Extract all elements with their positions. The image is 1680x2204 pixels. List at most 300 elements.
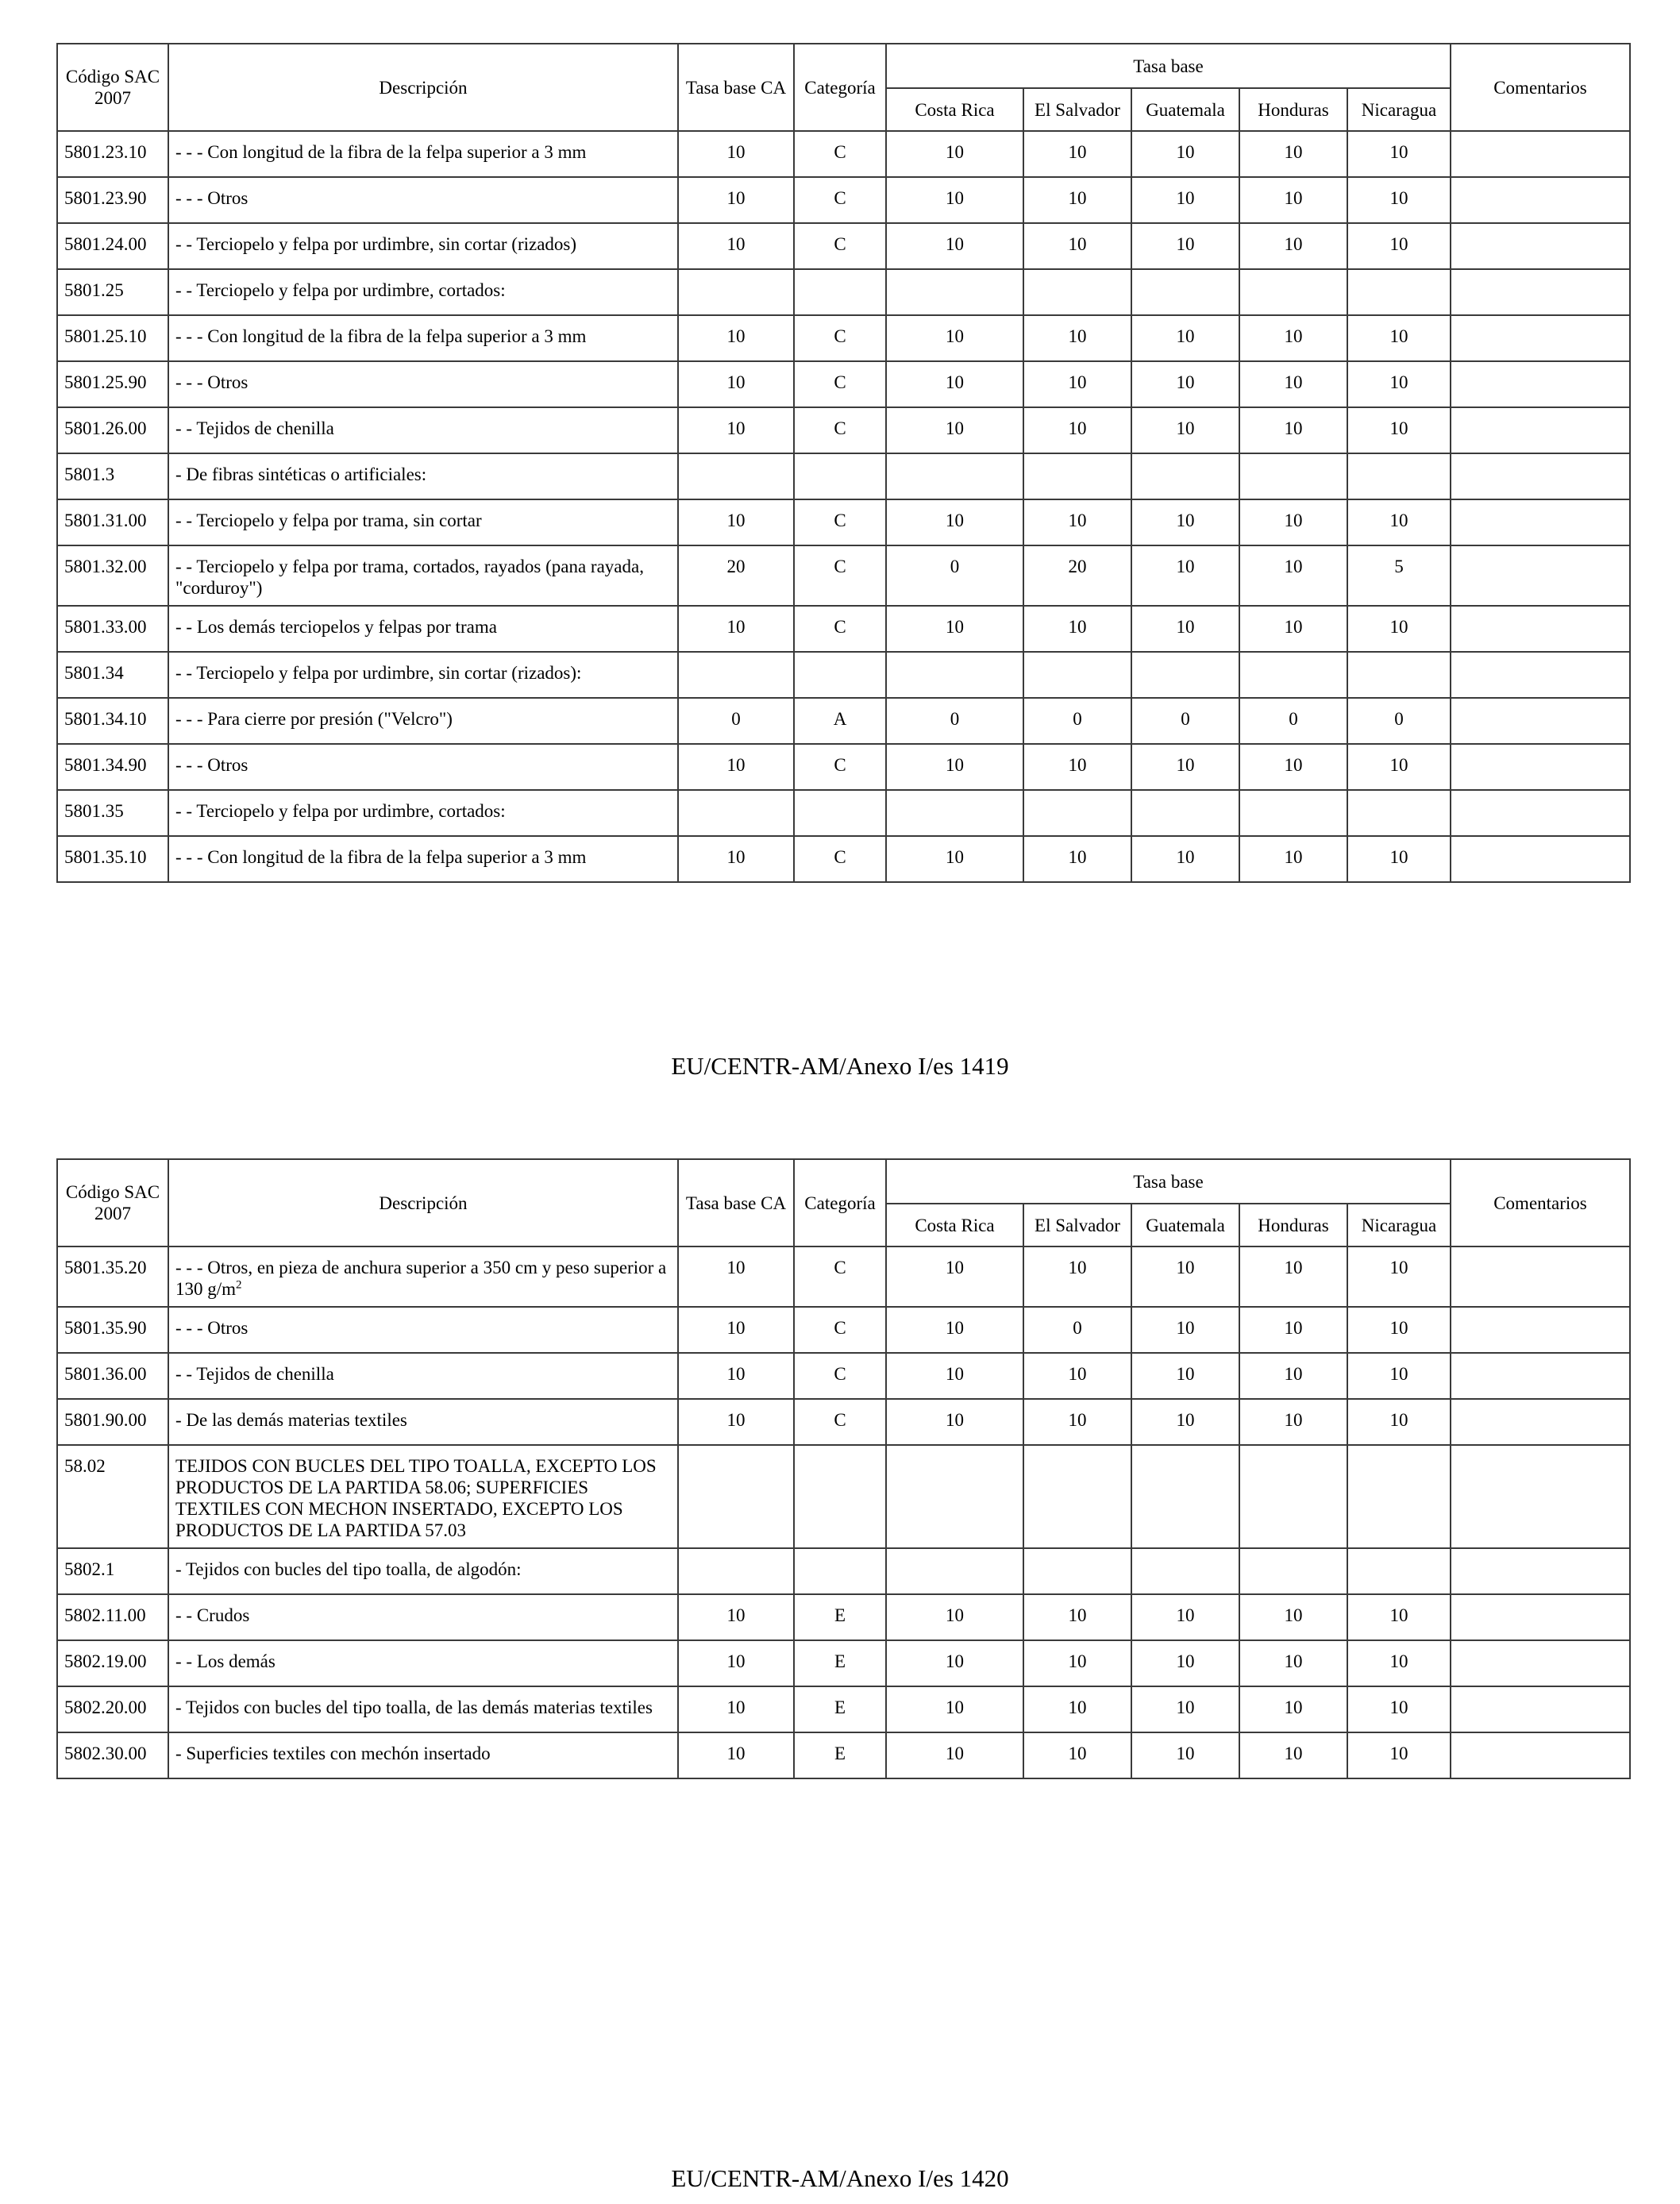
honduras-cell: [1239, 1445, 1347, 1548]
description-cell: - Tejidos con bucles del tipo toalla, de algodón:: [168, 1548, 678, 1594]
tariff-table-1: [56, 43, 1631, 883]
comentarios-cell: [1451, 1399, 1630, 1445]
header-honduras: Honduras: [1239, 88, 1347, 131]
comentarios-cell: [1451, 1307, 1630, 1353]
comentarios-cell: [1451, 1353, 1630, 1399]
header-categoria: Categoría: [794, 1159, 886, 1246]
categoria-cell: A: [794, 698, 886, 744]
tasa-base-ca-cell: 10: [678, 1594, 794, 1640]
nicaragua-cell: 10: [1347, 1353, 1451, 1399]
table-row: [57, 499, 1630, 545]
header-comentarios: Comentarios: [1451, 1159, 1630, 1246]
nicaragua-cell: 10: [1347, 361, 1451, 407]
guatemala-cell: 10: [1131, 1399, 1239, 1445]
honduras-cell: 10: [1239, 223, 1347, 269]
tasa-base-ca-cell: 0: [678, 698, 794, 744]
guatemala-cell: 10: [1131, 1640, 1239, 1686]
costa-rica-cell: [886, 1445, 1023, 1548]
comentarios-cell: [1451, 499, 1630, 545]
code-cell: 5801.3: [57, 453, 168, 499]
guatemala-cell: [1131, 1548, 1239, 1594]
categoria-cell: C: [794, 407, 886, 453]
categoria-cell: C: [794, 606, 886, 652]
el-salvador-cell: [1023, 269, 1131, 315]
code-cell: 5801.31.00: [57, 499, 168, 545]
guatemala-cell: 10: [1131, 407, 1239, 453]
nicaragua-cell: 10: [1347, 1594, 1451, 1640]
guatemala-cell: 10: [1131, 177, 1239, 223]
table-row: [57, 790, 1630, 836]
code-cell: 5801.23.90: [57, 177, 168, 223]
header-costa-rica: Costa Rica: [886, 1204, 1023, 1246]
header-tasa-base-ca: Tasa base CA: [678, 1159, 794, 1246]
table-header: [57, 1159, 1630, 1246]
header-descripcion: Descripción: [168, 44, 678, 131]
costa-rica-cell: [886, 652, 1023, 698]
categoria-cell: C: [794, 499, 886, 545]
costa-rica-cell: 10: [886, 836, 1023, 882]
table-row: [57, 1399, 1630, 1445]
description-cell: [168, 1246, 678, 1307]
costa-rica-cell: 10: [886, 744, 1023, 790]
guatemala-cell: 10: [1131, 315, 1239, 361]
honduras-cell: 10: [1239, 1246, 1347, 1307]
tasa-base-ca-cell: 10: [678, 407, 794, 453]
categoria-cell: [794, 1548, 886, 1594]
categoria-cell: C: [794, 131, 886, 177]
nicaragua-cell: 10: [1347, 1732, 1451, 1778]
el-salvador-cell: 10: [1023, 499, 1131, 545]
description-cell: - - - Otros: [168, 744, 678, 790]
code-cell: 5802.1: [57, 1548, 168, 1594]
description-cell: - - Los demás terciopelos y felpas por trama: [168, 606, 678, 652]
tasa-base-ca-cell: 10: [678, 606, 794, 652]
description-cell: - - Tejidos de chenilla: [168, 1353, 678, 1399]
guatemala-cell: 0: [1131, 698, 1239, 744]
costa-rica-cell: 10: [886, 1246, 1023, 1307]
nicaragua-cell: 10: [1347, 1399, 1451, 1445]
categoria-cell: E: [794, 1594, 886, 1640]
description-cell: - - Terciopelo y felpa por urdimbre, cortados:: [168, 790, 678, 836]
description-cell: - - - Otros: [168, 177, 678, 223]
honduras-cell: 10: [1239, 1594, 1347, 1640]
table-row: [57, 177, 1630, 223]
honduras-cell: [1239, 269, 1347, 315]
costa-rica-cell: 10: [886, 177, 1023, 223]
categoria-cell: C: [794, 1246, 886, 1307]
comentarios-cell: [1451, 744, 1630, 790]
categoria-cell: C: [794, 177, 886, 223]
code-cell: 58.02: [57, 1445, 168, 1548]
el-salvador-cell: 10: [1023, 606, 1131, 652]
categoria-cell: E: [794, 1732, 886, 1778]
code-cell: 5801.26.00: [57, 407, 168, 453]
code-cell: 5801.36.00: [57, 1353, 168, 1399]
tasa-base-ca-cell: 10: [678, 131, 794, 177]
honduras-cell: 0: [1239, 698, 1347, 744]
el-salvador-cell: 10: [1023, 1640, 1131, 1686]
description-cell: - - - Otros: [168, 361, 678, 407]
nicaragua-cell: 10: [1347, 131, 1451, 177]
header-el-salvador: El Salvador: [1023, 1204, 1131, 1246]
guatemala-cell: [1131, 269, 1239, 315]
costa-rica-cell: 10: [886, 1686, 1023, 1732]
code-cell: 5801.34.90: [57, 744, 168, 790]
honduras-cell: 10: [1239, 361, 1347, 407]
el-salvador-cell: [1023, 652, 1131, 698]
description-cell: - De las demás materias textiles: [168, 1399, 678, 1445]
tasa-base-ca-cell: [678, 453, 794, 499]
header-tasa-base: Tasa base: [886, 1159, 1451, 1204]
el-salvador-cell: 10: [1023, 177, 1131, 223]
el-salvador-cell: 0: [1023, 1307, 1131, 1353]
costa-rica-cell: 10: [886, 606, 1023, 652]
nicaragua-cell: 10: [1347, 1246, 1451, 1307]
categoria-cell: [794, 453, 886, 499]
costa-rica-cell: 0: [886, 545, 1023, 606]
guatemala-cell: 10: [1131, 606, 1239, 652]
description-cell: - - - Con longitud de la fibra de la felpa superior a 3 mm: [168, 836, 678, 882]
guatemala-cell: 10: [1131, 1594, 1239, 1640]
categoria-cell: C: [794, 315, 886, 361]
nicaragua-cell: [1347, 652, 1451, 698]
el-salvador-cell: 20: [1023, 545, 1131, 606]
guatemala-cell: [1131, 453, 1239, 499]
table-row: [57, 1246, 1630, 1307]
honduras-cell: 10: [1239, 744, 1347, 790]
tasa-base-ca-cell: [678, 1548, 794, 1594]
categoria-cell: [794, 652, 886, 698]
header-honduras: Honduras: [1239, 1204, 1347, 1246]
honduras-cell: 10: [1239, 1732, 1347, 1778]
code-cell: 5801.23.10: [57, 131, 168, 177]
table-row: [57, 407, 1630, 453]
table-header: [57, 44, 1630, 131]
comentarios-cell: [1451, 1548, 1630, 1594]
page-footer-1419: EU/CENTR-AM/Anexo I/es 1419: [671, 1052, 1009, 1080]
honduras-cell: 10: [1239, 131, 1347, 177]
nicaragua-cell: 10: [1347, 1686, 1451, 1732]
comentarios-cell: [1451, 836, 1630, 882]
categoria-cell: C: [794, 223, 886, 269]
tasa-base-ca-cell: 10: [678, 1686, 794, 1732]
el-salvador-cell: 10: [1023, 131, 1131, 177]
header-guatemala: Guatemala: [1131, 88, 1239, 131]
guatemala-cell: 10: [1131, 499, 1239, 545]
costa-rica-cell: 10: [886, 1594, 1023, 1640]
categoria-cell: C: [794, 744, 886, 790]
honduras-cell: [1239, 652, 1347, 698]
el-salvador-cell: 10: [1023, 361, 1131, 407]
categoria-cell: C: [794, 1307, 886, 1353]
guatemala-cell: [1131, 790, 1239, 836]
guatemala-cell: 10: [1131, 1246, 1239, 1307]
description-cell: - - Terciopelo y felpa por trama, sin cortar: [168, 499, 678, 545]
table-row: [57, 1307, 1630, 1353]
nicaragua-cell: [1347, 790, 1451, 836]
description-cell: - - Crudos: [168, 1594, 678, 1640]
categoria-cell: [794, 790, 886, 836]
el-salvador-cell: 10: [1023, 1246, 1131, 1307]
el-salvador-cell: 0: [1023, 698, 1131, 744]
nicaragua-cell: 5: [1347, 545, 1451, 606]
honduras-cell: 10: [1239, 407, 1347, 453]
description-cell: TEJIDOS CON BUCLES DEL TIPO TOALLA, EXCEPTO LOS PRODUCTOS DE LA PARTIDA 58.06; SUPERFICIES TEXTILES CON MECHON INSERTADO, EXCEPTO LOS PRODUCTOS DE LA PARTIDA 57.03: [168, 1445, 678, 1548]
header-guatemala: Guatemala: [1131, 1204, 1239, 1246]
header-costa-rica: Costa Rica: [886, 88, 1023, 131]
header-categoria: Categoría: [794, 44, 886, 131]
table-row: [57, 1548, 1630, 1594]
el-salvador-cell: 10: [1023, 1399, 1131, 1445]
header-el-salvador: El Salvador: [1023, 88, 1131, 131]
description-cell: - Tejidos con bucles del tipo toalla, de las demás materias textiles: [168, 1686, 678, 1732]
tasa-base-ca-cell: [678, 652, 794, 698]
header-codigo: Código SAC 2007: [57, 1159, 168, 1246]
comentarios-cell: [1451, 315, 1630, 361]
honduras-cell: 10: [1239, 836, 1347, 882]
description-text: - - - Otros, en pieza de anchura superior a 350 cm y peso superior a 130 g/m: [175, 1258, 667, 1299]
costa-rica-cell: 10: [886, 131, 1023, 177]
header-nicaragua: Nicaragua: [1347, 88, 1451, 131]
honduras-cell: 10: [1239, 315, 1347, 361]
comentarios-cell: [1451, 652, 1630, 698]
costa-rica-cell: 10: [886, 407, 1023, 453]
honduras-cell: 10: [1239, 606, 1347, 652]
guatemala-cell: 10: [1131, 131, 1239, 177]
el-salvador-cell: [1023, 453, 1131, 499]
categoria-cell: C: [794, 836, 886, 882]
costa-rica-cell: 10: [886, 315, 1023, 361]
nicaragua-cell: 10: [1347, 1640, 1451, 1686]
honduras-cell: 10: [1239, 1307, 1347, 1353]
nicaragua-cell: 10: [1347, 223, 1451, 269]
code-cell: 5801.34.10: [57, 698, 168, 744]
table-row: [57, 453, 1630, 499]
tasa-base-ca-cell: 10: [678, 744, 794, 790]
nicaragua-cell: [1347, 1548, 1451, 1594]
tasa-base-ca-cell: 10: [678, 1246, 794, 1307]
comentarios-cell: [1451, 1686, 1630, 1732]
el-salvador-cell: 10: [1023, 407, 1131, 453]
comentarios-cell: [1451, 545, 1630, 606]
description-cell: - - Terciopelo y felpa por urdimbre, cortados:: [168, 269, 678, 315]
guatemala-cell: 10: [1131, 836, 1239, 882]
costa-rica-cell: 10: [886, 499, 1023, 545]
tasa-base-ca-cell: [678, 790, 794, 836]
code-cell: 5801.25: [57, 269, 168, 315]
el-salvador-cell: 10: [1023, 1594, 1131, 1640]
header-nicaragua: Nicaragua: [1347, 1204, 1451, 1246]
table-row: [57, 361, 1630, 407]
guatemala-cell: 10: [1131, 223, 1239, 269]
table-body: [57, 1246, 1630, 1778]
honduras-cell: 10: [1239, 177, 1347, 223]
tasa-base-ca-cell: 10: [678, 1353, 794, 1399]
nicaragua-cell: 10: [1347, 315, 1451, 361]
el-salvador-cell: [1023, 790, 1131, 836]
guatemala-cell: 10: [1131, 1686, 1239, 1732]
comentarios-cell: [1451, 407, 1630, 453]
nicaragua-cell: [1347, 1445, 1451, 1548]
guatemala-cell: 10: [1131, 361, 1239, 407]
comentarios-cell: [1451, 606, 1630, 652]
header-codigo: Código SAC 2007: [57, 44, 168, 131]
costa-rica-cell: [886, 453, 1023, 499]
superscript: 2: [236, 1278, 242, 1292]
guatemala-cell: [1131, 1445, 1239, 1548]
costa-rica-cell: 0: [886, 698, 1023, 744]
table-row: [57, 545, 1630, 606]
code-cell: 5801.90.00: [57, 1399, 168, 1445]
nicaragua-cell: 10: [1347, 407, 1451, 453]
table-row: [57, 744, 1630, 790]
code-cell: 5801.32.00: [57, 545, 168, 606]
costa-rica-cell: [886, 790, 1023, 836]
description-cell: - Superficies textiles con mechón insertado: [168, 1732, 678, 1778]
nicaragua-cell: 10: [1347, 744, 1451, 790]
el-salvador-cell: [1023, 1445, 1131, 1548]
costa-rica-cell: 10: [886, 1307, 1023, 1353]
categoria-cell: C: [794, 1353, 886, 1399]
guatemala-cell: 10: [1131, 744, 1239, 790]
tasa-base-ca-cell: 20: [678, 545, 794, 606]
tasa-base-ca-cell: [678, 269, 794, 315]
nicaragua-cell: 10: [1347, 499, 1451, 545]
el-salvador-cell: 10: [1023, 836, 1131, 882]
table-row: [57, 1594, 1630, 1640]
code-cell: 5801.35: [57, 790, 168, 836]
honduras-cell: 10: [1239, 1686, 1347, 1732]
comentarios-cell: [1451, 223, 1630, 269]
categoria-cell: C: [794, 1399, 886, 1445]
categoria-cell: C: [794, 361, 886, 407]
comentarios-cell: [1451, 790, 1630, 836]
categoria-cell: E: [794, 1640, 886, 1686]
header-tasa-base: Tasa base: [886, 44, 1451, 88]
nicaragua-cell: 10: [1347, 836, 1451, 882]
page-footer-1420: EU/CENTR-AM/Anexo I/es 1420: [671, 2164, 1009, 2192]
honduras-cell: 10: [1239, 499, 1347, 545]
costa-rica-cell: [886, 1548, 1023, 1594]
code-cell: 5801.24.00: [57, 223, 168, 269]
costa-rica-cell: 10: [886, 1353, 1023, 1399]
nicaragua-cell: 10: [1347, 1307, 1451, 1353]
code-cell: 5802.20.00: [57, 1686, 168, 1732]
costa-rica-cell: 10: [886, 361, 1023, 407]
table-row: [57, 698, 1630, 744]
table-row: [57, 131, 1630, 177]
honduras-cell: 10: [1239, 1399, 1347, 1445]
el-salvador-cell: 10: [1023, 1732, 1131, 1778]
nicaragua-cell: [1347, 453, 1451, 499]
comentarios-cell: [1451, 177, 1630, 223]
comentarios-cell: [1451, 1594, 1630, 1640]
code-cell: 5801.25.10: [57, 315, 168, 361]
guatemala-cell: 10: [1131, 545, 1239, 606]
costa-rica-cell: 10: [886, 1732, 1023, 1778]
tasa-base-ca-cell: 10: [678, 177, 794, 223]
code-cell: 5802.11.00: [57, 1594, 168, 1640]
header-tasa-base-ca: Tasa base CA: [678, 44, 794, 131]
el-salvador-cell: 10: [1023, 1686, 1131, 1732]
honduras-cell: 10: [1239, 545, 1347, 606]
guatemala-cell: [1131, 652, 1239, 698]
description-cell: - - Los demás: [168, 1640, 678, 1686]
table-row: [57, 315, 1630, 361]
tasa-base-ca-cell: 10: [678, 223, 794, 269]
nicaragua-cell: 10: [1347, 606, 1451, 652]
guatemala-cell: 10: [1131, 1353, 1239, 1399]
comentarios-cell: [1451, 1445, 1630, 1548]
code-cell: 5801.35.20: [57, 1246, 168, 1307]
honduras-cell: 10: [1239, 1353, 1347, 1399]
table-row: [57, 652, 1630, 698]
honduras-cell: [1239, 1548, 1347, 1594]
table-row: [57, 1640, 1630, 1686]
comentarios-cell: [1451, 1732, 1630, 1778]
honduras-cell: 10: [1239, 1640, 1347, 1686]
costa-rica-cell: 10: [886, 1640, 1023, 1686]
tariff-table-2: [56, 1158, 1631, 1779]
costa-rica-cell: 10: [886, 223, 1023, 269]
comentarios-cell: [1451, 131, 1630, 177]
table-row: [57, 223, 1630, 269]
tasa-base-ca-cell: 10: [678, 836, 794, 882]
guatemala-cell: 10: [1131, 1307, 1239, 1353]
tasa-base-ca-cell: [678, 1445, 794, 1548]
code-cell: 5801.34: [57, 652, 168, 698]
tasa-base-ca-cell: 10: [678, 1640, 794, 1686]
code-cell: 5801.35.10: [57, 836, 168, 882]
comentarios-cell: [1451, 1246, 1630, 1307]
el-salvador-cell: 10: [1023, 315, 1131, 361]
description-cell: - - - Para cierre por presión ("Velcro"): [168, 698, 678, 744]
honduras-cell: [1239, 790, 1347, 836]
table-row: [57, 1732, 1630, 1778]
description-cell: - - Tejidos de chenilla: [168, 407, 678, 453]
description-cell: - - - Con longitud de la fibra de la felpa superior a 3 mm: [168, 315, 678, 361]
tasa-base-ca-cell: 10: [678, 1732, 794, 1778]
categoria-cell: [794, 269, 886, 315]
table-row: [57, 606, 1630, 652]
el-salvador-cell: 10: [1023, 744, 1131, 790]
code-cell: 5802.30.00: [57, 1732, 168, 1778]
description-cell: - - Terciopelo y felpa por urdimbre, sin cortar (rizados): [168, 223, 678, 269]
table-row: [57, 1445, 1630, 1548]
comentarios-cell: [1451, 269, 1630, 315]
tasa-base-ca-cell: 10: [678, 361, 794, 407]
header-descripcion: Descripción: [168, 1159, 678, 1246]
table-row: [57, 1686, 1630, 1732]
comentarios-cell: [1451, 1640, 1630, 1686]
categoria-cell: [794, 1445, 886, 1548]
header-comentarios: Comentarios: [1451, 44, 1630, 131]
tasa-base-ca-cell: 10: [678, 1399, 794, 1445]
honduras-cell: [1239, 453, 1347, 499]
categoria-cell: E: [794, 1686, 886, 1732]
description-cell: - - Terciopelo y felpa por urdimbre, sin cortar (rizados):: [168, 652, 678, 698]
tasa-base-ca-cell: 10: [678, 315, 794, 361]
code-cell: 5801.33.00: [57, 606, 168, 652]
code-cell: 5801.35.90: [57, 1307, 168, 1353]
description-cell: - De fibras sintéticas o artificiales:: [168, 453, 678, 499]
comentarios-cell: [1451, 361, 1630, 407]
nicaragua-cell: [1347, 269, 1451, 315]
categoria-cell: C: [794, 545, 886, 606]
el-salvador-cell: 10: [1023, 1353, 1131, 1399]
code-cell: 5801.25.90: [57, 361, 168, 407]
description-cell: - - Terciopelo y felpa por trama, cortados, rayados (pana rayada, "corduroy"): [168, 545, 678, 606]
